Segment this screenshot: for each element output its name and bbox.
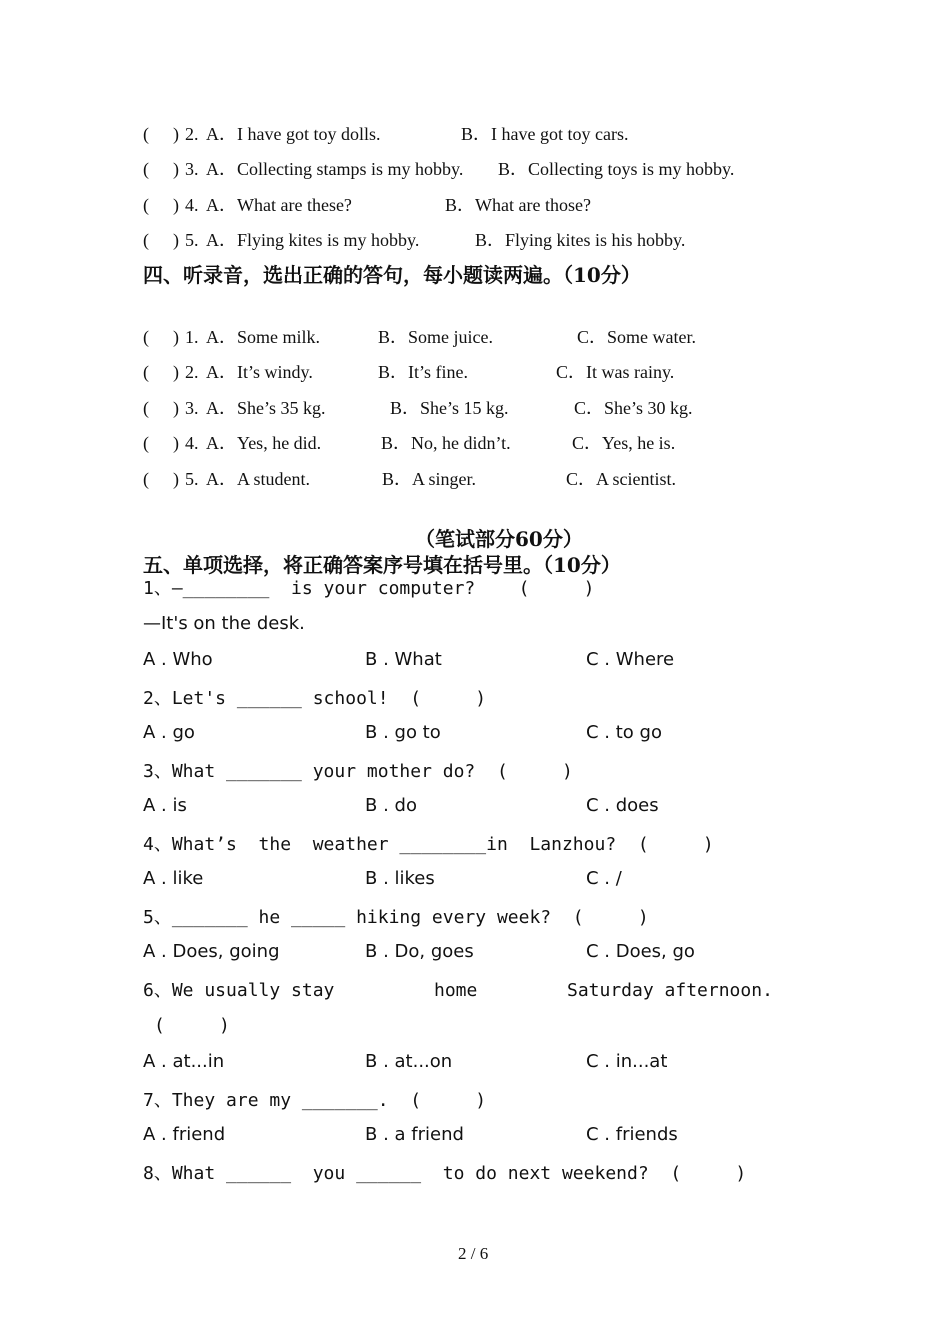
s5-q2-option-a[interactable]: A . go (143, 722, 195, 743)
written-part-header: （笔试部分60分） (415, 527, 583, 551)
s4-q2-close: ) (173, 362, 179, 382)
s4-q1-option-c: C．Some water. (577, 327, 696, 347)
s5-q3-option-c[interactable]: C . does (586, 795, 659, 816)
s5-q1-reply: —It's on the desk. (143, 613, 305, 634)
s4-q3-option-c: C．She’s 30 kg. (574, 398, 693, 418)
s4-q3-num: 3. (185, 398, 199, 418)
s4-q5-option-c: C．A scientist. (566, 469, 677, 489)
p3-q2-paren[interactable]: ( (143, 124, 149, 144)
s5-q6-option-c[interactable]: C . in...at (586, 1051, 668, 1072)
s5-q7-option-a[interactable]: A . friend (143, 1124, 226, 1145)
p3-q3-paren[interactable]: ( (143, 159, 149, 179)
section5-title: 五、单项选择，将正确答案序号填在括号里。（10分） (143, 553, 621, 577)
s5-q4-stem: 4、What’s the weather ________in Lanzhou? ( ) (143, 834, 714, 855)
p3-q2-close: ) (173, 124, 179, 144)
s5-q7-option-c[interactable]: C . friends (586, 1124, 678, 1145)
p3-q3-option-a: A．Collecting stamps is my hobby. (206, 159, 464, 179)
p3-q4-num: 4. (185, 195, 199, 215)
s4-q5-option-a: A．A student. (206, 469, 311, 489)
p3-q5-num: 5. (185, 230, 199, 250)
s5-q4-option-b[interactable]: B . likes (365, 868, 435, 889)
s5-q1-option-b[interactable]: B . What (365, 649, 442, 670)
p3-q5-paren[interactable]: ( (143, 230, 149, 250)
s5-q3-option-b[interactable]: B . do (365, 795, 417, 816)
s5-q1-stem: 1、—________ is your computer? ( ) (143, 578, 595, 599)
s4-q5-paren[interactable]: ( (143, 469, 149, 489)
s5-q7-option-b[interactable]: B . a friend (365, 1124, 464, 1145)
p3-q2-option-b: B．I have got toy cars. (461, 124, 629, 144)
p3-q3-num: 3. (185, 159, 199, 179)
s4-q4-paren[interactable]: ( (143, 433, 149, 453)
p3-q5-option-b: B．Flying kites is his hobby. (475, 230, 686, 250)
p3-q5-option-a: A．Flying kites is my hobby. (206, 230, 420, 250)
p3-q4-close: ) (173, 195, 179, 215)
p3-q2-option-a: A．I have got toy dolls. (206, 124, 381, 144)
s4-q1-close: ) (173, 327, 179, 347)
s4-q2-option-a: A．It’s windy. (206, 362, 313, 382)
p3-q3-close: ) (173, 159, 179, 179)
s4-q1-option-b: B．Some juice. (378, 327, 493, 347)
s4-q4-close: ) (173, 433, 179, 453)
p3-q5-close: ) (173, 230, 179, 250)
s4-q1-option-a: A．Some milk. (206, 327, 321, 347)
s4-q2-option-c: C．It was rainy. (556, 362, 675, 382)
s5-q3-option-a[interactable]: A . is (143, 795, 187, 816)
s4-q1-paren[interactable]: ( (143, 327, 149, 347)
s5-q5-option-a[interactable]: A . Does, going (143, 941, 280, 962)
s4-q4-option-a: A．Yes, he did. (206, 433, 322, 453)
s5-q2-option-b[interactable]: B . go to (365, 722, 441, 743)
s5-q4-option-a[interactable]: A . like (143, 868, 204, 889)
s5-q5-option-c[interactable]: C . Does, go (586, 941, 695, 962)
s4-q5-close: ) (173, 469, 179, 489)
p3-q3-option-b: B．Collecting toys is my hobby. (498, 159, 735, 179)
s4-q3-close: ) (173, 398, 179, 418)
p3-q4-paren[interactable]: ( (143, 195, 149, 215)
section4-title: 四、听录音，选出正确的答句，每小题读两遍。（10分） (143, 263, 641, 287)
s5-q5-stem: 5、_______ he _____ hiking every week? ( ) (143, 907, 649, 928)
s5-q6-stem-end: Saturday afternoon. (567, 980, 773, 1001)
s5-q6-answer-paren[interactable]: ( ) (154, 1015, 230, 1036)
s5-q6-stem-home: home (434, 980, 478, 1001)
s5-q4-option-c[interactable]: C . / (586, 868, 622, 889)
s5-q2-option-c[interactable]: C . to go (586, 722, 662, 743)
page-number: 2 / 6 (458, 1244, 489, 1263)
s4-q5-num: 5. (185, 469, 199, 489)
s5-q1-option-a[interactable]: A . Who (143, 649, 213, 670)
s4-q5-option-b: B．A singer. (382, 469, 477, 489)
s4-q2-paren[interactable]: ( (143, 362, 149, 382)
s4-q2-option-b: B．It’s fine. (378, 362, 468, 382)
p3-q4-option-b: B．What are those? (445, 195, 591, 215)
s4-q1-num: 1. (185, 327, 199, 347)
s5-q6-option-b[interactable]: B . at...on (365, 1051, 453, 1072)
s5-q6-option-a[interactable]: A . at...in (143, 1051, 225, 1072)
s4-q4-num: 4. (185, 433, 199, 453)
s5-q3-stem: 3、What _______ your mother do? ( ) (143, 761, 573, 782)
s5-q1-option-c[interactable]: C . Where (586, 649, 675, 670)
s5-q2-stem: 2、Let's ______ school! ( ) (143, 688, 487, 709)
p3-q2-num: 2. (185, 124, 199, 144)
s4-q2-num: 2. (185, 362, 199, 382)
s4-q3-paren[interactable]: ( (143, 398, 149, 418)
s5-q8-stem: 8、What ______ you ______ to do next weekend? ( ) (143, 1163, 747, 1184)
p3-q4-option-a: A．What are these? (206, 195, 352, 215)
s4-q4-option-b: B．No, he didn’t. (381, 433, 511, 453)
s4-q3-option-a: A．She’s 35 kg. (206, 398, 326, 418)
s4-q4-option-c: C．Yes, he is. (572, 433, 676, 453)
s5-q6-stem-start: 6、We usually stay (143, 980, 335, 1001)
s4-q3-option-b: B．She’s 15 kg. (390, 398, 509, 418)
s5-q7-stem: 7、They are my _______. ( ) (143, 1090, 487, 1111)
s5-q5-option-b[interactable]: B . Do, goes (365, 941, 474, 962)
